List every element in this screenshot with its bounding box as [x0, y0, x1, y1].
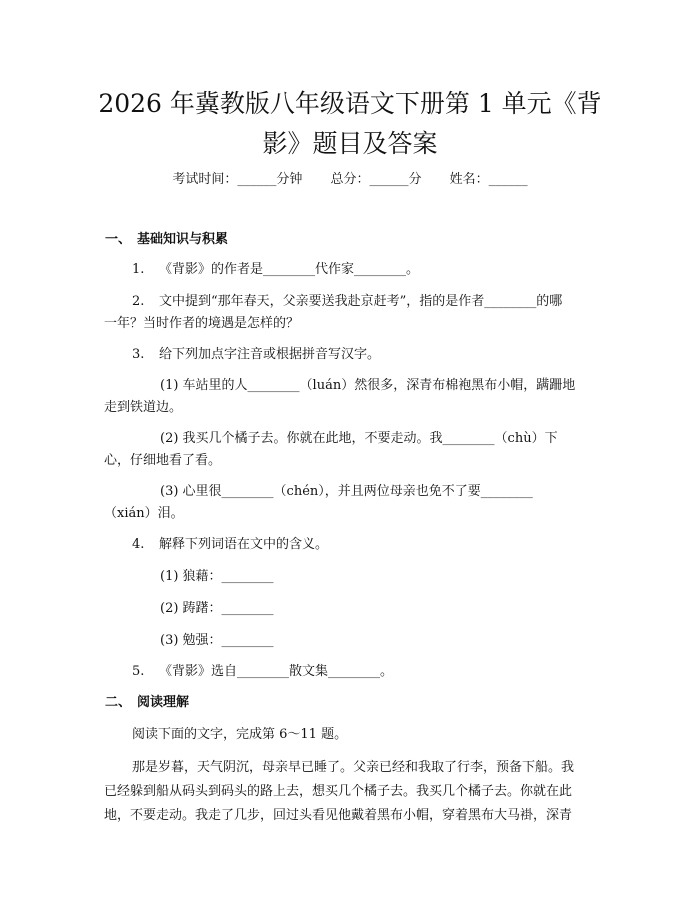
- title-line-2: 影》题目及答案: [262, 129, 438, 158]
- exam-info: [0, 170, 700, 190]
- question-2-continuation: 一年？当时作者的境遇是怎样的？: [104, 316, 300, 331]
- passage-line-2: 已经躲到船从码头到码头的路上去，想买几个橘子去。我买几个橘子去。你就在此: [104, 784, 573, 799]
- question-3-sub-1: (1) 车站里的人________（luán）然很多，深青布棉袍黑布小帽，蹒跚地: [160, 378, 576, 393]
- question-3-sub-2: (2) 我买几个橘子去。你就在此地，不要走动。我________（chù）下: [160, 431, 558, 446]
- question-4-sub-3: (3) 勉强：________: [160, 633, 274, 648]
- title-line-1: 2026 年冀教版八年级语文下册第 1 单元《背: [98, 89, 602, 118]
- question-text: 《背影》的作者是________代作家________。: [159, 262, 420, 277]
- section-title: 阅读理解: [137, 695, 190, 710]
- question-3-sub-3: (3) 心里很________（chén），并且两位母亲也免不了要________: [160, 484, 533, 499]
- question-4: [132, 534, 602, 556]
- question-number: 4.: [132, 537, 145, 552]
- question-number: 3.: [132, 347, 145, 362]
- question-2: [132, 291, 602, 313]
- question-number: 1.: [132, 262, 145, 277]
- passage-line-1: 那是岁暮，天气阴沉，母亲早已睡了。父亲已经和我取了行李，预备下船。我: [132, 760, 575, 775]
- question-text: 给下列加点字注音或根据拼音写汉字。: [159, 347, 381, 362]
- section-number: 二、: [105, 695, 132, 710]
- reading-passage: [104, 756, 604, 828]
- section-title: 基础知识与积累: [137, 232, 229, 247]
- section-heading-1: [105, 230, 228, 250]
- question-1: [132, 259, 602, 281]
- section-number: 一、: [105, 232, 132, 247]
- question-number: 2.: [132, 294, 145, 309]
- section-heading-2: [105, 693, 189, 713]
- question-number: 5.: [132, 664, 145, 679]
- question-5: [132, 661, 602, 683]
- question-text: 解释下列词语在文中的含义。: [159, 537, 329, 552]
- passage-line-3: 地，不要走动。我走了几步，回过头看见他戴着黑布小帽，穿着黑布大马褂，深青: [104, 808, 573, 823]
- exam-score: 总分：______分: [330, 172, 422, 187]
- exam-name: 姓名：______: [449, 172, 528, 187]
- reading-instruction: 阅读下面的文字，完成第 6～11 题。: [132, 727, 348, 742]
- question-3-sub-1-continuation: 走到铁道边。: [104, 400, 183, 415]
- question-text: 《背影》选自________散文集________。: [159, 664, 394, 679]
- document-title: [70, 84, 630, 164]
- question-3-sub-2-continuation: 心，仔细地看了看。: [104, 453, 222, 468]
- question-text: 文中提到“那年春天，父亲要送我赴京赶考”，指的是作者________的哪: [159, 294, 563, 309]
- question-3-sub-3-continuation: （xián）泪。: [104, 506, 184, 521]
- question-4-sub-2: (2) 踌躇：________: [160, 601, 274, 616]
- question-4-sub-1: (1) 狼藉：________: [160, 569, 274, 584]
- exam-time: 考试时间：______分钟: [172, 172, 303, 187]
- question-3: [132, 344, 602, 366]
